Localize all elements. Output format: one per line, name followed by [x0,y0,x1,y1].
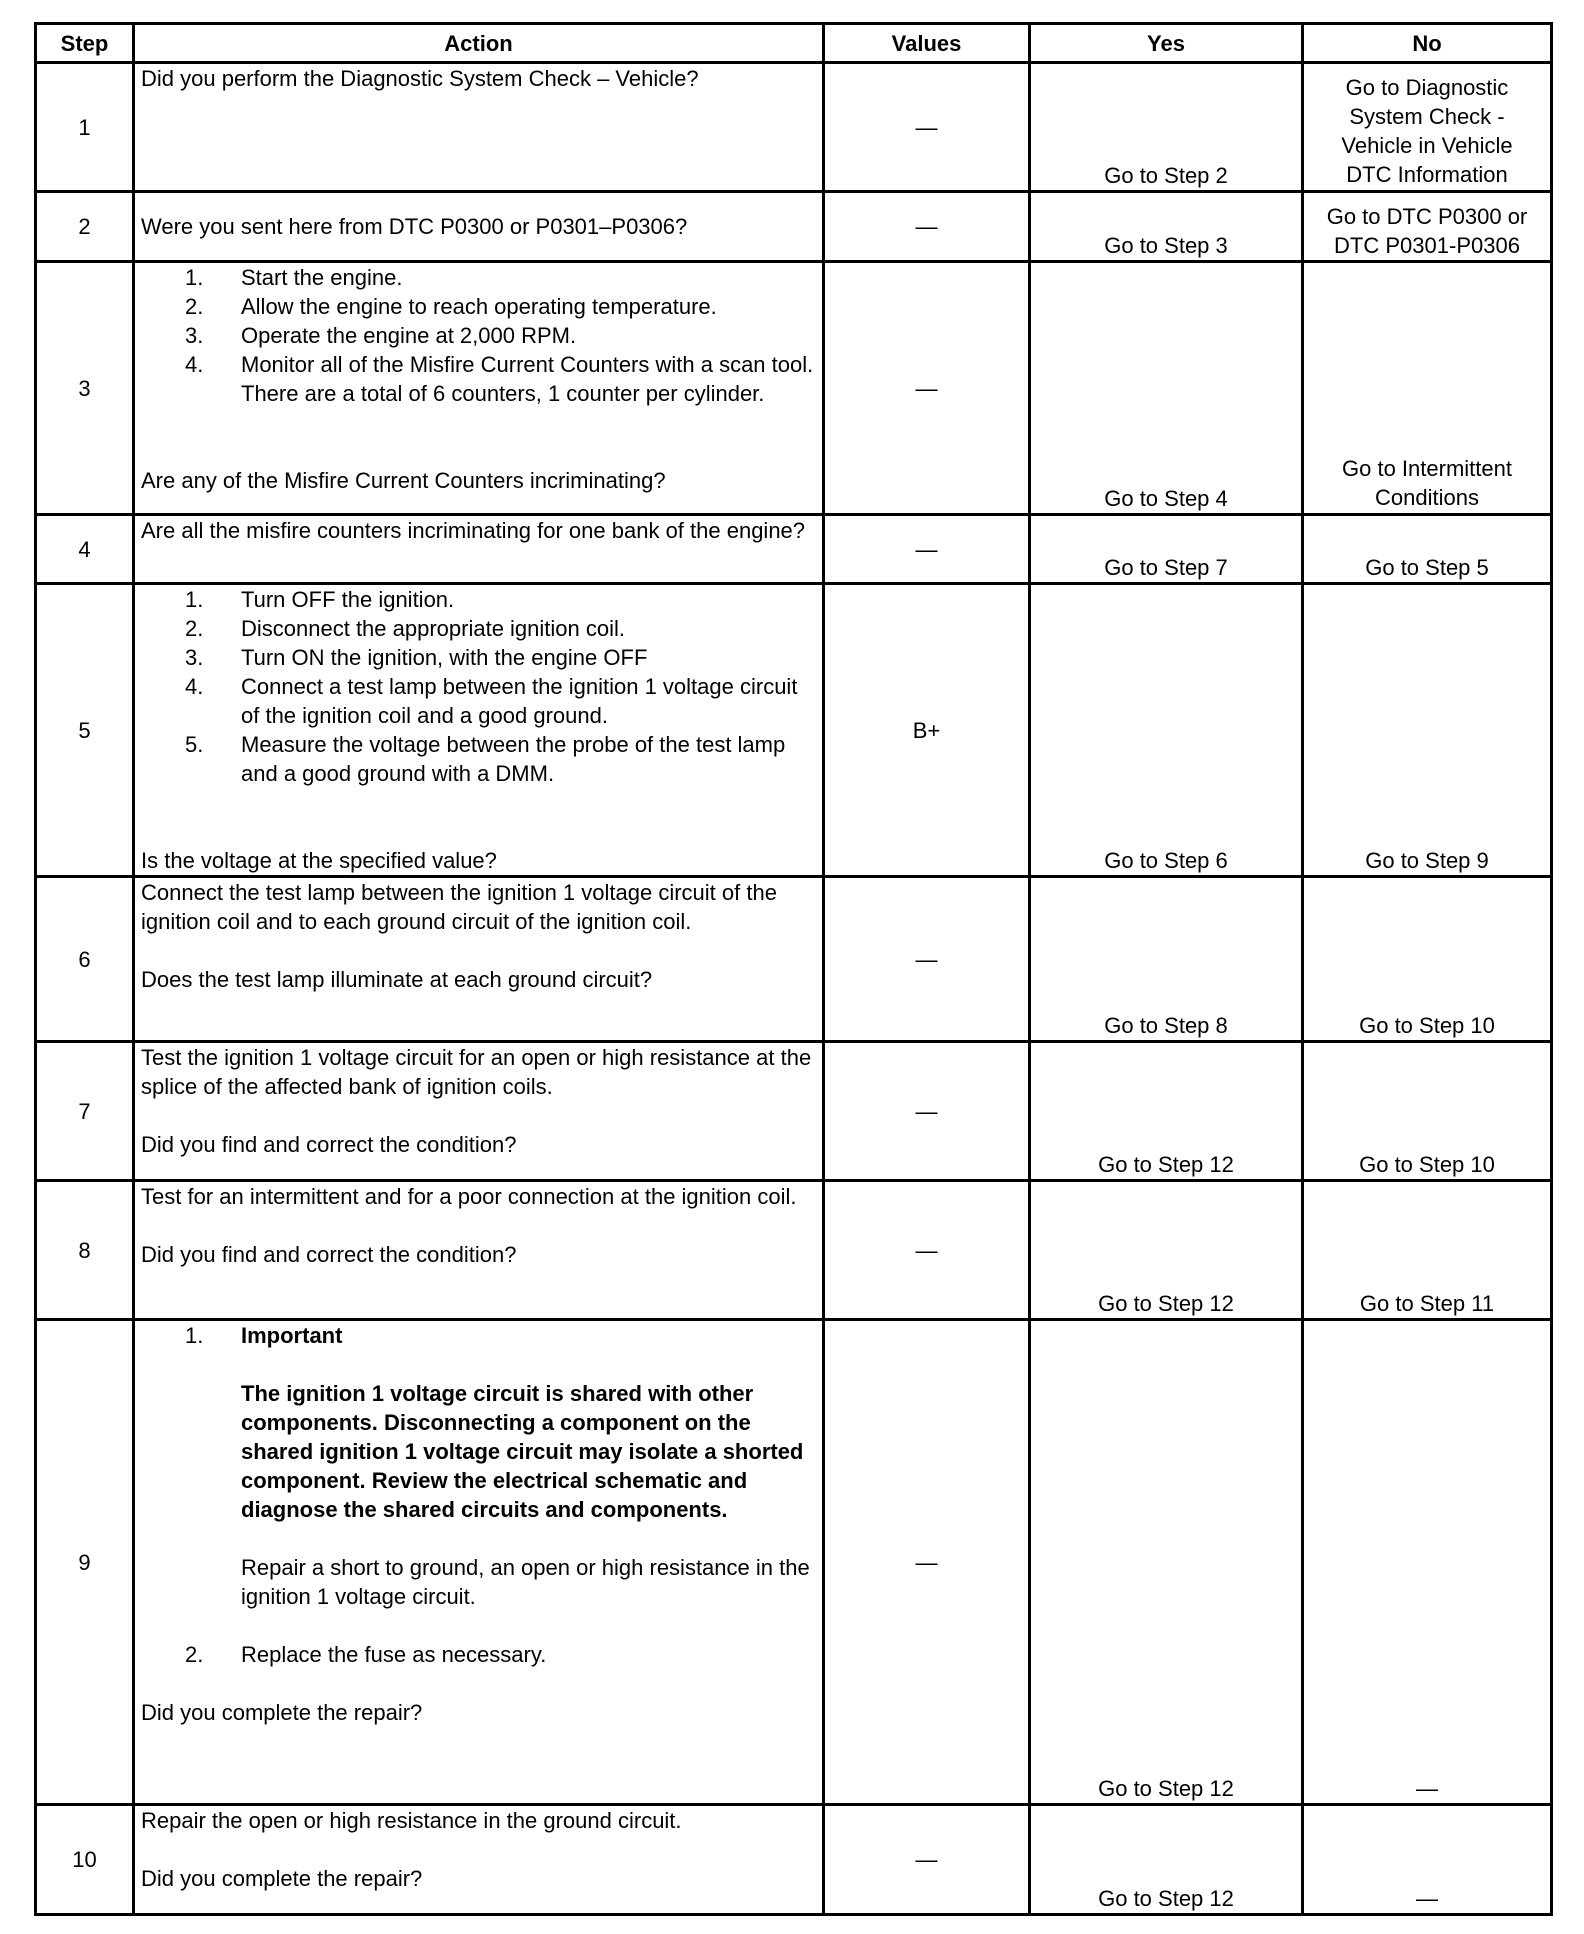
step-number: 4 [36,515,134,584]
values-cell: — [824,877,1030,1042]
no-cell: Go to DTC P0300 or DTC P0301-P0306 [1303,192,1552,262]
no-cell: Go to Step 9 [1303,584,1552,877]
yes-cell: Go to Step 2 [1030,63,1303,192]
action-cell [134,262,824,515]
table-row [36,1181,1552,1320]
yes-cell: Go to Step 3 [1030,192,1303,262]
yes-cell: Go to Step 7 [1030,515,1303,584]
values-cell: — [824,262,1030,515]
substep: 4. Connect a test lamp between the ignition 1 voltage circuit of the ignition coil and a good ground. [185,674,798,728]
header-no: No [1303,24,1552,63]
substep: 4. Monitor all of the Misfire Current Counters with a scan tool. There are a total of 6 counters, 1 counter per cylinder. [185,352,814,406]
substep-list [141,1321,816,1669]
important-title: Important [241,1323,343,1348]
step-number: 7 [36,1042,134,1181]
step-number: 6 [36,877,134,1042]
values-cell: — [824,1805,1030,1915]
substep: 2. Allow the engine to reach operating temperature. [185,294,717,319]
important-note: The ignition 1 voltage circuit is shared with other components. Disconnecting a component on the shared ignition 1 voltage circuit may isolate a shorted component. Review the electrical schematic and diagnose the shared circuits and components. [241,1381,804,1522]
action-question: Are any of the Misfire Current Counters incriminating? [141,468,666,493]
yes-cell: Go to Step 6 [1030,584,1303,877]
yes-cell: Go to Step 12 [1030,1181,1303,1320]
action-cell [134,63,824,192]
step-number: 9 [36,1320,134,1805]
header-row [36,24,1552,63]
no-cell: Go to Diagnostic System Check - Vehicle in Vehicle DTC Information [1303,63,1552,192]
action-text: Did you perform the Diagnostic System Check – Vehicle? [141,66,699,91]
substep: 1. Important The ignition 1 voltage circuit is shared with other components. Disconnecting a component on the shared ignition 1 voltage circuit may isolate a shorted component. Review the electrical schematic and diagnose the shared circuits and components. Repair a short to ground, an open or high resistance in the ignition 1 voltage circuit. [141,1321,816,1640]
substep: 5. Measure the voltage between the probe of the test lamp and a good ground with a DMM. [185,732,786,786]
step-number: 3 [36,262,134,515]
no-cell: Go to Step 10 [1303,877,1552,1042]
substep-list [141,263,816,408]
action-question: Does the test lamp illuminate at each ground circuit? [141,967,653,992]
action-text: Test for an intermittent and for a poor connection at the ignition coil. [141,1184,797,1209]
action-cell [134,1320,824,1805]
action-question: Did you find and correct the condition? [141,1242,517,1267]
action-cell [134,1181,824,1320]
action-text: Repair the open or high resistance in the ground circuit. [141,1808,682,1833]
substep-text: Repair a short to ground, an open or high resistance in the ignition 1 voltage circuit. [241,1555,810,1609]
yes-cell: Go to Step 12 [1030,1042,1303,1181]
substep: 3. Turn ON the ignition, with the engine OFF [185,645,648,670]
table-row [36,877,1552,1042]
table-row [36,1320,1552,1805]
yes-cell: Go to Step 8 [1030,877,1303,1042]
action-cell [134,877,824,1042]
header-step: Step [36,24,134,63]
action-question: Did you complete the repair? [141,1700,423,1725]
substep: 2. Disconnect the appropriate ignition coil. [185,616,626,641]
action-cell [134,1805,824,1915]
action-text: Are all the misfire counters incriminating for one bank of the engine? [141,518,806,543]
values-cell: — [824,1320,1030,1805]
values-cell: — [824,192,1030,262]
yes-cell: Go to Step 4 [1030,262,1303,515]
action-text: Were you sent here from DTC P0300 or P0301–P0306? [141,214,688,239]
substep: 1. Start the engine. [185,265,403,290]
table-row [36,1805,1552,1915]
table-row [36,262,1552,515]
table-row [36,63,1552,192]
values-cell: — [824,1181,1030,1320]
table-row [36,584,1552,877]
action-text: Connect the test lamp between the ignition 1 voltage circuit of the ignition coil and to each ground circuit of the ignition coil. [141,880,777,934]
step-number: 8 [36,1181,134,1320]
no-cell: — [1303,1320,1552,1805]
action-question: Is the voltage at the specified value? [141,848,497,873]
diagnostic-table [34,22,1553,1916]
values-cell: — [824,1042,1030,1181]
substep: 1. Turn OFF the ignition. [185,587,455,612]
table-row [36,515,1552,584]
action-cell [134,515,824,584]
substep: 2. Replace the fuse as necessary. [185,1642,547,1667]
action-cell [134,192,824,262]
header-action: Action [134,24,824,63]
no-cell: Go to Step 10 [1303,1042,1552,1181]
header-yes: Yes [1030,24,1303,63]
step-number: 10 [36,1805,134,1915]
action-question: Did you complete the repair? [141,1866,423,1891]
step-number: 1 [36,63,134,192]
no-cell: Go to Step 5 [1303,515,1552,584]
action-cell [134,1042,824,1181]
step-number: 5 [36,584,134,877]
yes-cell: Go to Step 12 [1030,1320,1303,1805]
values-cell: — [824,515,1030,584]
header-values: Values [824,24,1030,63]
yes-cell: Go to Step 12 [1030,1805,1303,1915]
action-cell [134,584,824,877]
substep-list [141,585,816,788]
values-cell: — [824,63,1030,192]
action-question: Did you find and correct the condition? [141,1132,517,1157]
no-cell: — [1303,1805,1552,1915]
table-row [36,1042,1552,1181]
substep: 3. Operate the engine at 2,000 RPM. [185,323,577,348]
no-cell: Go to Intermittent Conditions [1303,262,1552,515]
no-cell: Go to Step 11 [1303,1181,1552,1320]
action-text: Test the ignition 1 voltage circuit for an open or high resistance at the splice of the affected bank of ignition coils. [141,1045,812,1099]
table-row [36,192,1552,262]
values-cell: B+ [824,584,1030,877]
step-number: 2 [36,192,134,262]
